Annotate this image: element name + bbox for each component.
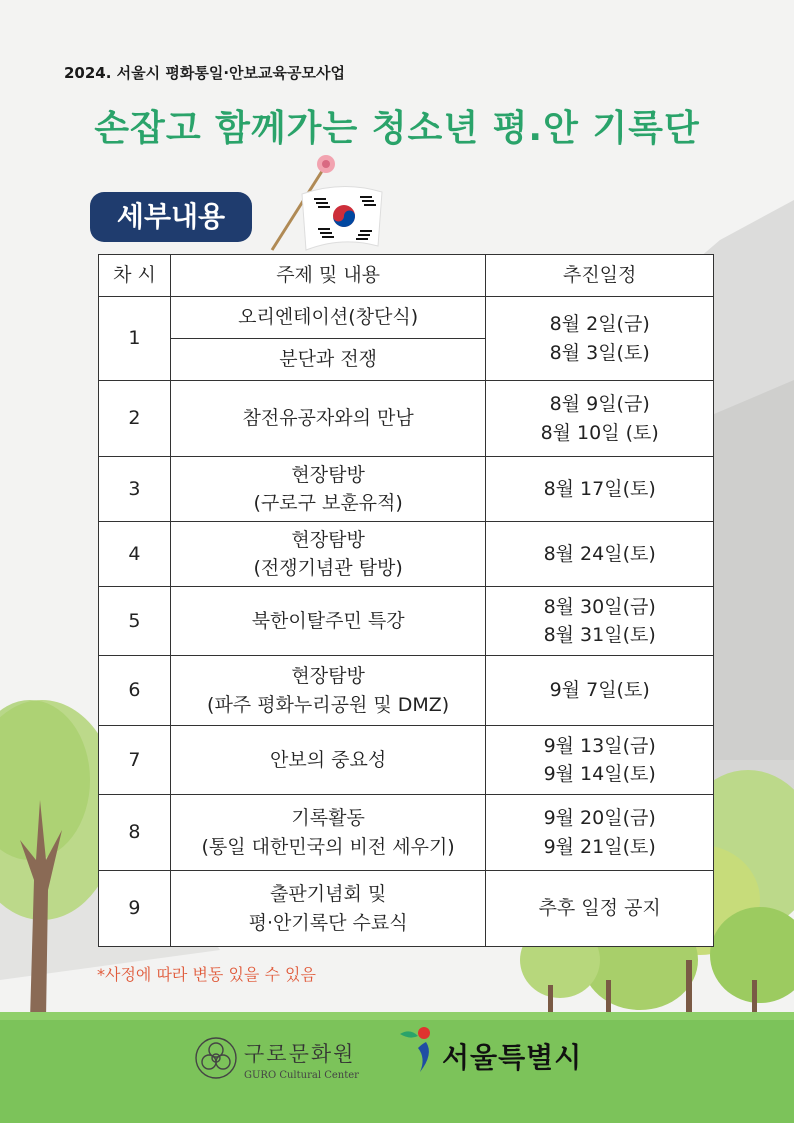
date-cell: 8월 24일(토) — [486, 522, 714, 587]
topic-line: 평·안기록단 수료식 — [248, 911, 408, 934]
topic-cell: 참전유공자와의 만남 — [170, 381, 485, 457]
table-row — [99, 457, 714, 522]
date-cell — [486, 587, 714, 656]
guro-cultural-center-logo — [194, 1030, 374, 1086]
date-cell — [486, 726, 714, 795]
date-cell — [486, 297, 714, 381]
guro-logo-subtitle: GURO Cultural Center — [244, 1070, 359, 1081]
topic-cell: 북한이탈주민 특강 — [170, 587, 485, 656]
guro-emblem-icon — [194, 1036, 238, 1080]
date-line: 9월 20일(금) — [543, 807, 656, 829]
table-row — [99, 587, 714, 656]
seoul-emblem-icon — [396, 1024, 438, 1076]
page-title: 손잡고 함께가는 청소년 평.안 기록단 — [94, 108, 700, 149]
topic-line: 기록활동 — [291, 807, 365, 829]
header-session: 차 시 — [99, 255, 171, 297]
date-cell — [486, 795, 714, 871]
session-number: 5 — [99, 587, 171, 656]
topic-line: 현장탐방 — [291, 528, 365, 551]
date-line: 8월 10일 (토) — [540, 421, 659, 444]
date-cell: 추후 일정 공지 — [486, 871, 714, 947]
date-line: 9월 21일(토) — [543, 835, 656, 858]
table-row — [99, 871, 714, 947]
date-cell: 8월 17일(토) — [486, 457, 714, 522]
date-line: 8월 2일(금) — [549, 313, 650, 335]
session-number: 2 — [99, 381, 171, 457]
change-notice: *사정에 따라 변동 있을 수 있음 — [97, 965, 316, 984]
session-number: 4 — [99, 522, 171, 587]
session-number: 9 — [99, 871, 171, 947]
topic-line: 현장탐방 — [291, 463, 365, 486]
table-header-row — [99, 255, 714, 297]
table-row — [99, 656, 714, 726]
date-line: 9월 14일(토) — [543, 763, 656, 785]
date-line: 8월 3일(토) — [549, 341, 650, 364]
topic-line: (전쟁기념관 탐방) — [253, 557, 403, 579]
date-cell — [486, 381, 714, 457]
header-schedule: 추진일정 — [486, 255, 714, 297]
date-line: 8월 9일(금) — [549, 393, 650, 415]
topic-line: (구로구 보훈유적) — [253, 492, 403, 514]
table-row — [99, 522, 714, 587]
date-cell: 9월 7일(토) — [486, 656, 714, 726]
topic-cell — [170, 522, 485, 587]
seoul-city-logo — [396, 1024, 596, 1080]
session-number: 1 — [99, 297, 171, 381]
date-line: 8월 31일(토) — [543, 624, 656, 646]
topic-line: 현장탐방 — [291, 665, 365, 687]
session-number: 6 — [99, 656, 171, 726]
session-number: 7 — [99, 726, 171, 795]
topic-cell: 오리엔테이션(창단식) — [170, 297, 485, 339]
header-topic: 주제 및 내용 — [170, 255, 485, 297]
schedule-table — [98, 254, 714, 947]
korean-flag-illustration — [262, 150, 402, 260]
seoul-logo-name: 서울특별시 — [442, 1041, 583, 1074]
session-number: 8 — [99, 795, 171, 871]
table-row — [99, 381, 714, 457]
table-row — [99, 297, 714, 339]
korean-flag-icon — [262, 150, 402, 260]
table-row — [99, 726, 714, 795]
guro-logo-name: 구로문화원 — [244, 1042, 356, 1066]
topic-line: (파주 평화누리공원 및 DMZ) — [207, 693, 450, 716]
date-line: 8월 30일(금) — [543, 595, 656, 618]
topic-cell — [170, 457, 485, 522]
project-subtitle: 2024. 서울시 평화통일·안보교육공모사업 — [64, 64, 345, 82]
topic-cell: 안보의 중요성 — [170, 726, 485, 795]
topic-line: (통일 대한민국의 비전 세우기) — [201, 835, 455, 858]
table-row — [99, 795, 714, 871]
topic-cell — [170, 656, 485, 726]
topic-cell — [170, 795, 485, 871]
topic-line: 출판기념회 및 — [270, 883, 387, 905]
date-line: 9월 13일(금) — [543, 734, 656, 757]
topic-cell: 분단과 전쟁 — [170, 339, 485, 381]
topic-cell — [170, 871, 485, 947]
section-badge: 세부내용 — [90, 192, 252, 242]
session-number: 3 — [99, 457, 171, 522]
